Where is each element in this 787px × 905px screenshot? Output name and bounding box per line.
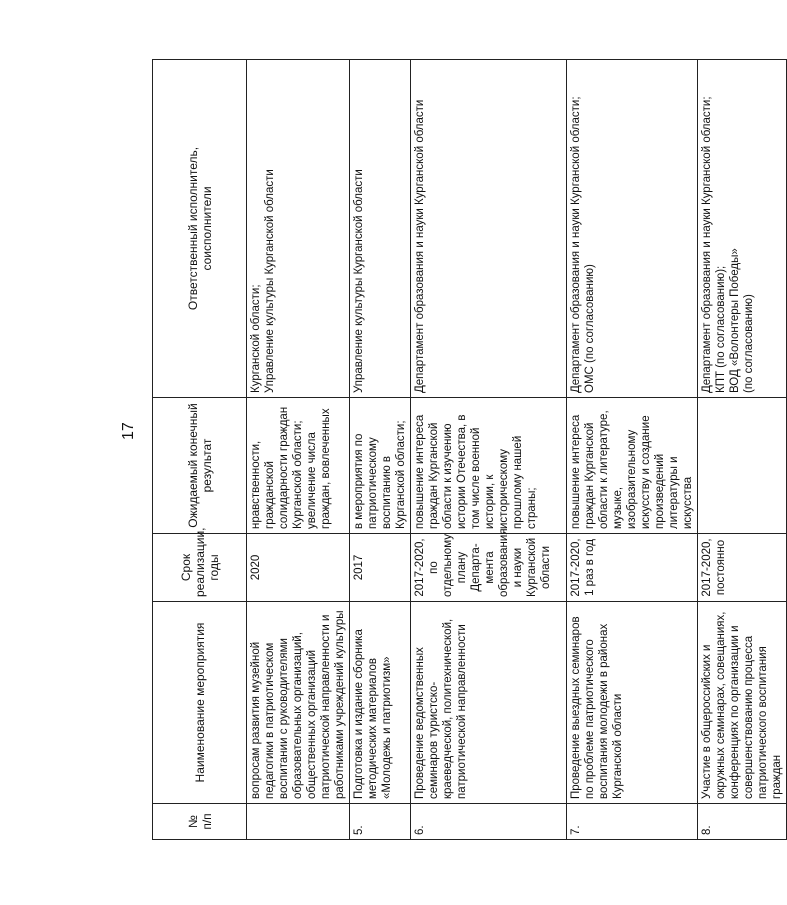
row-executor: Департамент образования и науки Курганской области; КПТ (по согласованию); ВОД «Волонтеры Победы» (по согласованию) bbox=[698, 60, 787, 398]
row-num: 6. bbox=[411, 804, 567, 840]
table-row bbox=[350, 60, 411, 840]
row-term: 2017-2020, постоянно bbox=[698, 534, 787, 602]
table-header-row bbox=[153, 60, 247, 840]
header-executor: Ответственный исполнитель, соисполнители bbox=[153, 60, 247, 398]
header-name: Наименование мероприятия bbox=[153, 602, 247, 804]
row-name: Проведение ведомственных семинаров туристско-краеведческой, политехнической, патриотической направленности bbox=[411, 602, 567, 804]
row-num: 7. bbox=[567, 804, 698, 840]
row-name: Подготовка и издание сборника методических материалов «Молодежь и патриотизм» bbox=[350, 602, 411, 804]
row-result: повышение интереса граждан Курганской области к литературе, музыке, изобразительному искусству и создание произведений литературы и искусства bbox=[567, 398, 698, 534]
row-term: 2017-2020, по отдельному плану Департа-мента образования и науки Курганской области bbox=[411, 534, 567, 602]
row-term: 2020 bbox=[247, 534, 350, 602]
row-term: 2017 bbox=[350, 534, 411, 602]
table-row bbox=[567, 60, 698, 840]
header-num: № п/п bbox=[153, 804, 247, 840]
row-num: 8. bbox=[698, 804, 787, 840]
row-term: 2017-2020, 1 раз в год bbox=[567, 534, 698, 602]
row-executor: Департамент образования и науки Курганской области bbox=[411, 60, 567, 398]
row-result: нравственности, гражданской солидарности граждан Курганской области; увеличение числа граждан, вовлеченных bbox=[247, 398, 350, 534]
measures-table bbox=[152, 59, 787, 840]
page-number: 17 bbox=[120, 422, 137, 440]
row-name: вопросам развития музейной педагогики в патриотическом воспитании с руководителями образовательных организаций, общественных организаций патриотической направленности и работниками учреждений культуры bbox=[247, 602, 350, 804]
row-num: 5. bbox=[350, 804, 411, 840]
row-executor: Курганской области; Управление культуры Курганской области bbox=[247, 60, 350, 398]
row-name: Проведение выездных семинаров по проблеме патриотического воспитания молодежи в районах Курганской области bbox=[567, 602, 698, 804]
row-num bbox=[247, 804, 350, 840]
row-result: повышение интереса граждан Курганской области к изучению истории Отечества, в том числе военной истории, к историческому прошлому нашей страны; bbox=[411, 398, 567, 534]
header-term: Срок реализации, годы bbox=[153, 534, 247, 602]
table-row bbox=[411, 60, 567, 840]
header-result: Ожидаемый конечный результат bbox=[153, 398, 247, 534]
row-result bbox=[698, 398, 787, 534]
table-row bbox=[698, 60, 787, 840]
row-executor: Управление культуры Курганской области bbox=[350, 60, 411, 398]
row-result: в мероприятия по патриотическому воспитанию в Курганской области; bbox=[350, 398, 411, 534]
table-row bbox=[247, 60, 350, 840]
rotated-table-container bbox=[152, 60, 783, 840]
row-name: Участие в общероссийских и окружных семинарах, совещаниях, конференциях по организации и совершенствованию процесса патриотического воспитания граждан bbox=[698, 602, 787, 804]
row-executor: Департамент образования и науки Курганской области; ОМС (по согласованию) bbox=[567, 60, 698, 398]
